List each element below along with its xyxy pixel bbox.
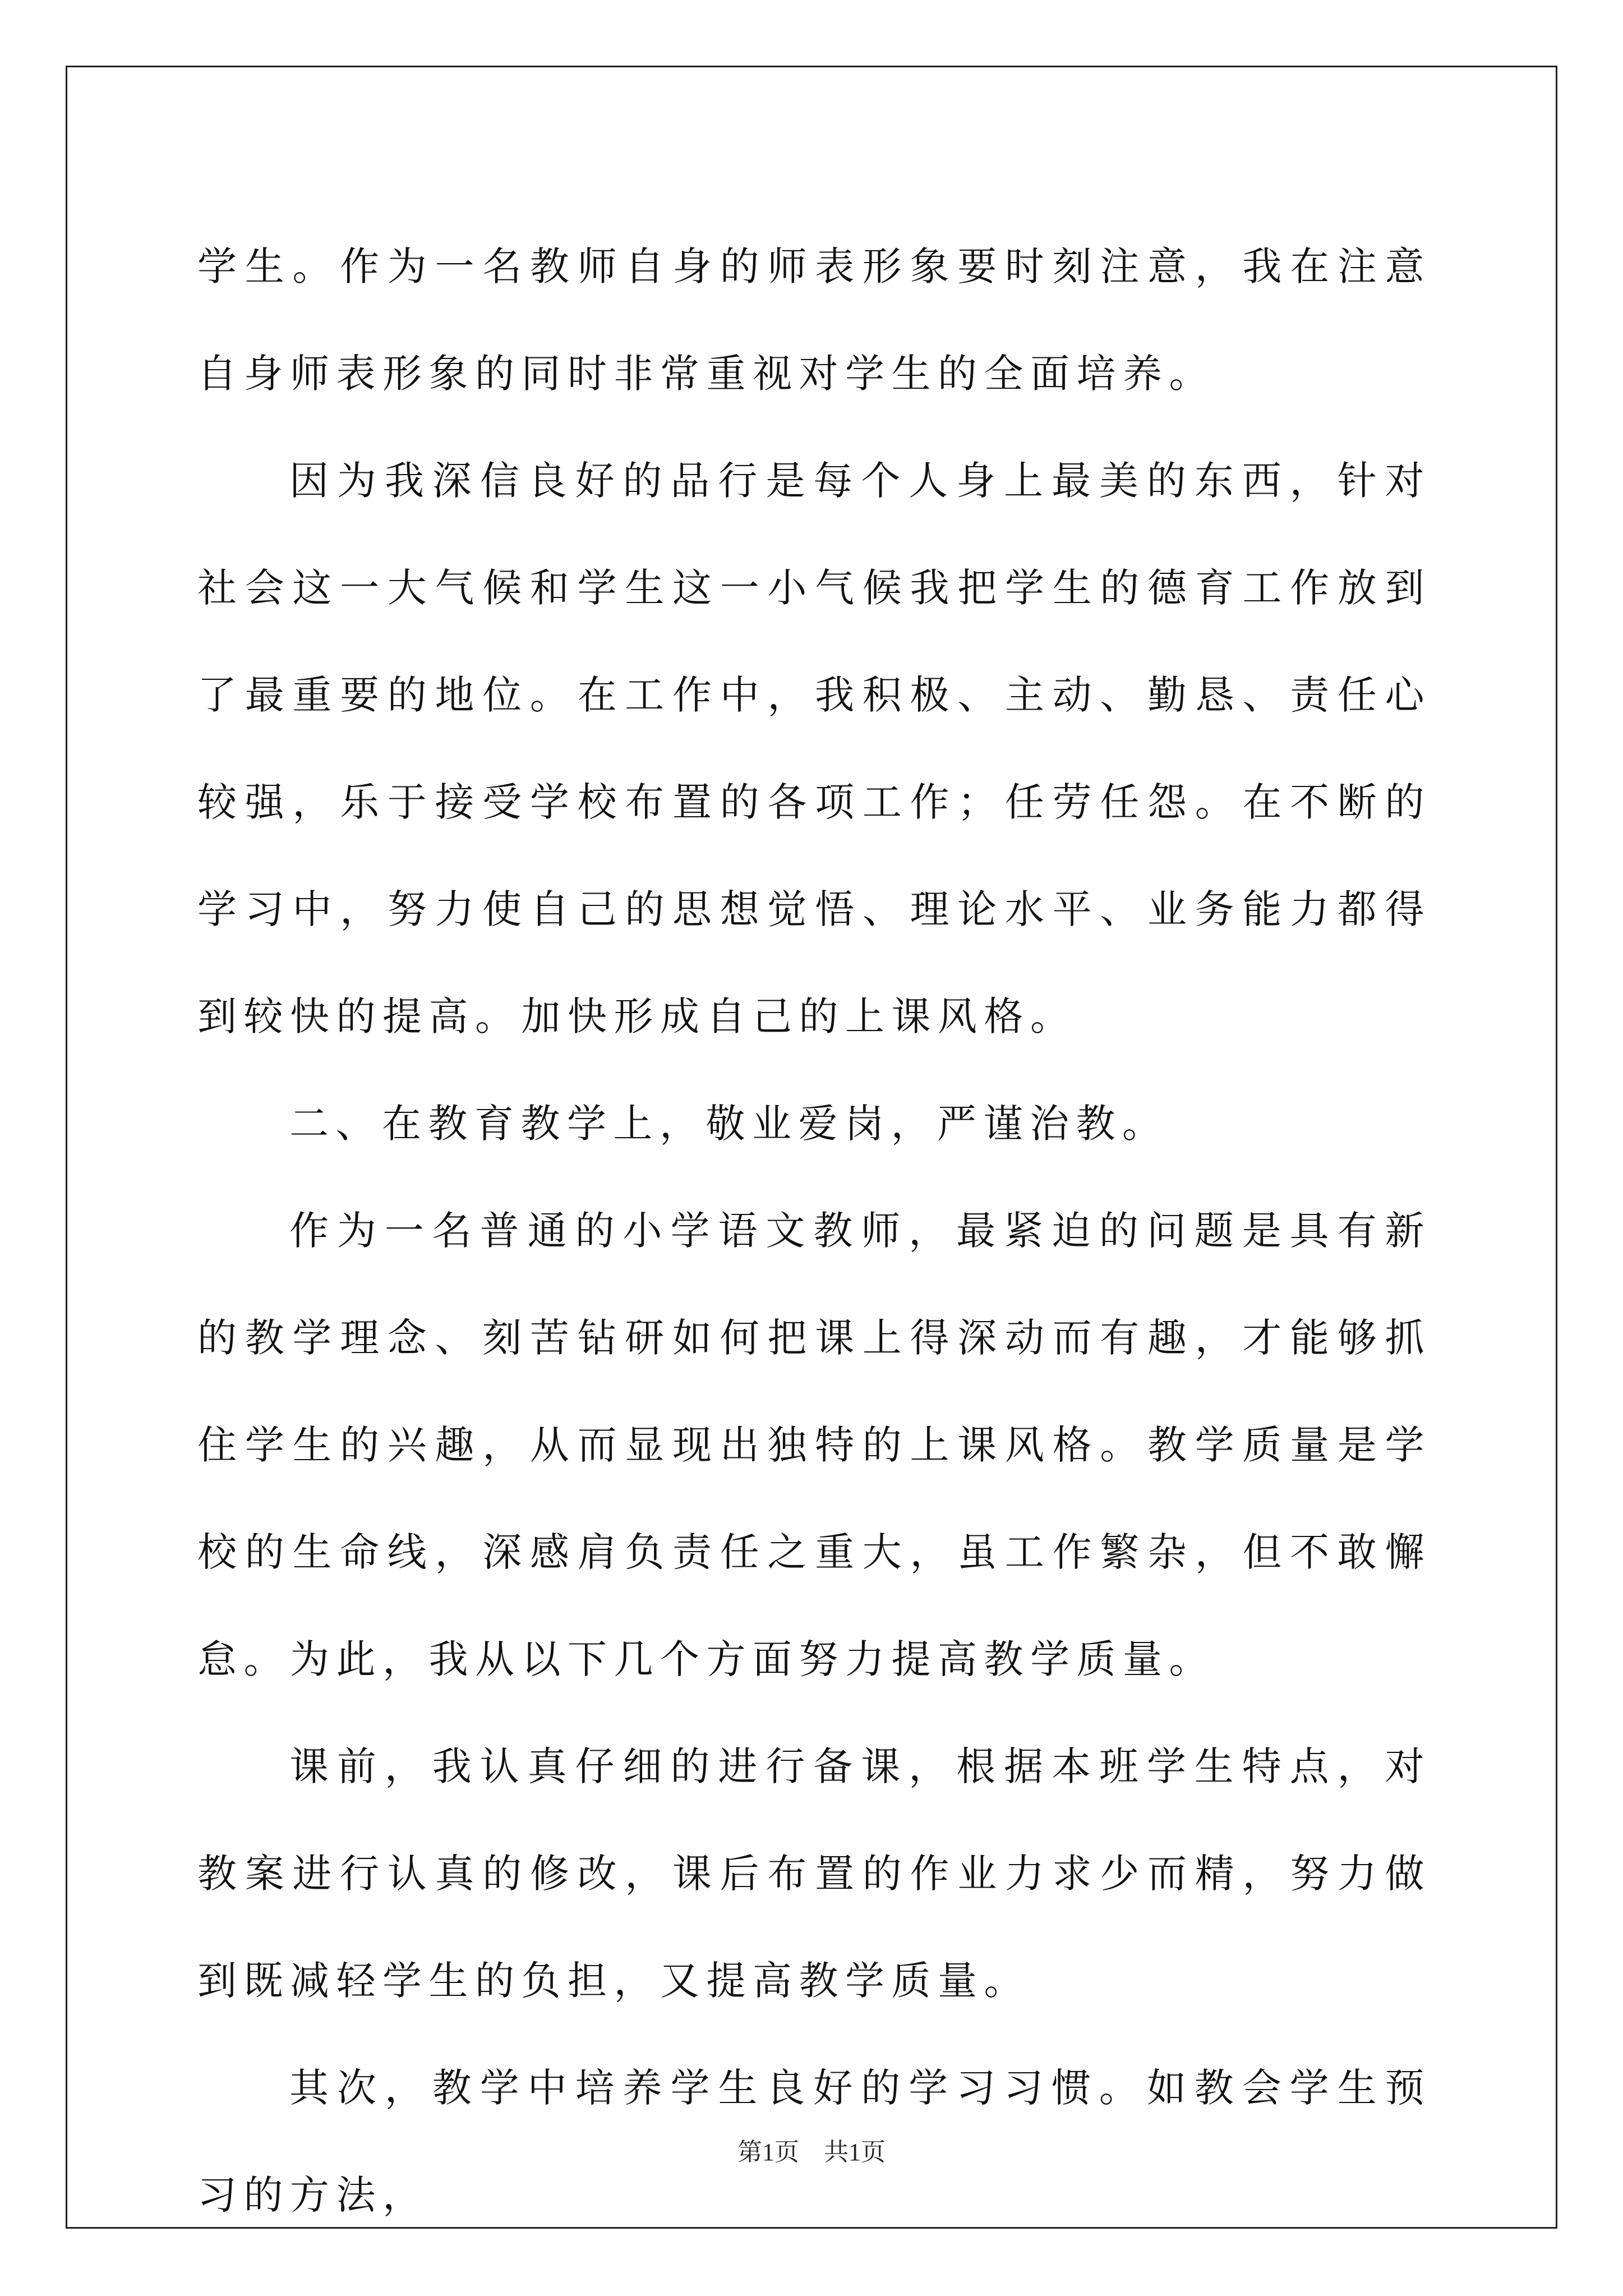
paragraph-5: 其次，教学中培养学生良好的学习习惯。如教会学生预习的方法， xyxy=(197,2065,1431,2218)
page-footer: 第1页 共1页 xyxy=(737,2138,886,2166)
paragraph-3: 作为一名普通的小学语文教师，最紧迫的问题是具有新的教学理念、刻苦钻研如何把课上得深动而有趣，才能够抓住学生的兴趣，从而显现出独特的上课风格。教学质量是学校的生命线，深感肩负责任之重大，虽工作繁杂，但不敢懈怠。为此，我从以下几个方面努力提高教学质量。 xyxy=(197,1208,1431,1682)
section-heading: 二、在教育教学上，敬业爱岗，严谨治教。 xyxy=(289,1101,1169,1147)
paragraph-4: 课前，我认真仔细的进行备课，根据本班学生特点，对教案进行认真的修改，课后布置的作业力求少而精，努力做到既减轻学生的负担，又提高教学质量。 xyxy=(197,1743,1431,2004)
paragraph-1: 学生。作为一名教师自身的师表形象要时刻注意，我在注意自身师表形象的同时非常重视对学生的全面培养。 xyxy=(197,243,1431,397)
document-body xyxy=(197,213,1431,2249)
paragraph-2: 因为我深信良好的品行是每个人身上最美的东西，针对社会这一大气候和学生这一小气候我把学生的德育工作放到了最重要的地位。在工作中，我积极、主动、勤恳、责任心较强，乐于接受学校布置的各项工作；任劳任怨。在不断的学习中，努力使自己的思想觉悟、理论水平、业务能力都得到较快的提高。加快形成自己的上课风格。 xyxy=(197,458,1431,1039)
